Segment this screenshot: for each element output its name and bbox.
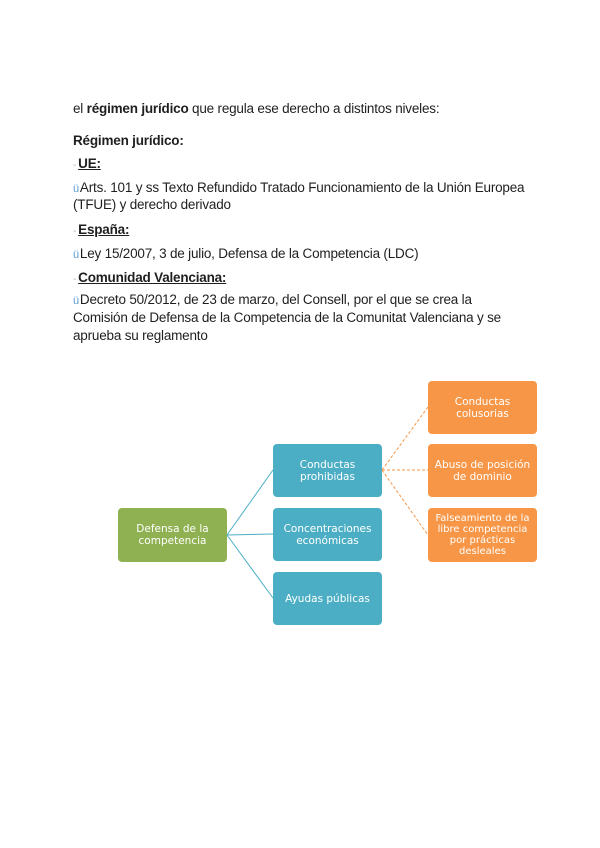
cv-label: Comunidad Valenciana: (78, 270, 227, 285)
check-bullet-icon: ü (73, 295, 79, 307)
connector-root-ayudas (227, 535, 273, 598)
intro-post: que regula ese derecho a distintos niveles: (188, 101, 440, 116)
check-bullet-icon: ü (73, 249, 79, 261)
node-concentraciones-economicas: Concentraciones económicas (273, 508, 382, 561)
cv-text-1: Decreto 50/2012, de 23 de marzo, del Consell, por el que se crea la (79, 292, 472, 307)
ue-text-2: (TFUE) y derecho derivado (73, 197, 231, 212)
es-label: España: (78, 222, 130, 237)
ue-text-1: Arts. 101 y ss Texto Refundido Tratado Funcionamiento de la Unión Europea (79, 180, 525, 195)
connector-conductas-colusorias (382, 407, 428, 470)
es-text-1: Ley 15/2007, 3 de julio, Defensa de la Competencia (LDC) (79, 246, 419, 261)
node-defensa-competencia: Defensa de la competencia (118, 508, 227, 562)
connector-root-conductas (227, 470, 273, 535)
dash-bullet-icon: - (73, 274, 77, 285)
dash-bullet-icon: - (73, 160, 77, 171)
check-bullet-icon: ü (73, 183, 79, 195)
node-falseamiento-libre-competencia: Falseamiento de la libre competencia por prácticas desleales (428, 508, 537, 562)
node-abuso-posicion-dominio: Abuso de posición de dominio (428, 444, 537, 497)
connector-root-concentraciones (227, 534, 273, 535)
cv-text-2: Comisión de Defensa de la Competencia de la Comunitat Valenciana y se (73, 310, 501, 325)
dash-bullet-icon: - (73, 226, 77, 237)
ue-label: UE: (78, 156, 101, 171)
node-conductas-colusorias: Conductas colusorias (428, 381, 537, 434)
intro-bold: régimen jurídico (86, 101, 189, 116)
intro-pre: el (73, 101, 87, 116)
node-ayudas-publicas: Ayudas públicas (273, 572, 382, 625)
node-conductas-prohibidas: Conductas prohibidas (273, 444, 382, 497)
cv-text-3: aprueba su reglamento (73, 328, 208, 343)
connector-conductas-falseamiento (382, 470, 428, 535)
regimen-heading: Régimen jurídico: (73, 133, 184, 148)
